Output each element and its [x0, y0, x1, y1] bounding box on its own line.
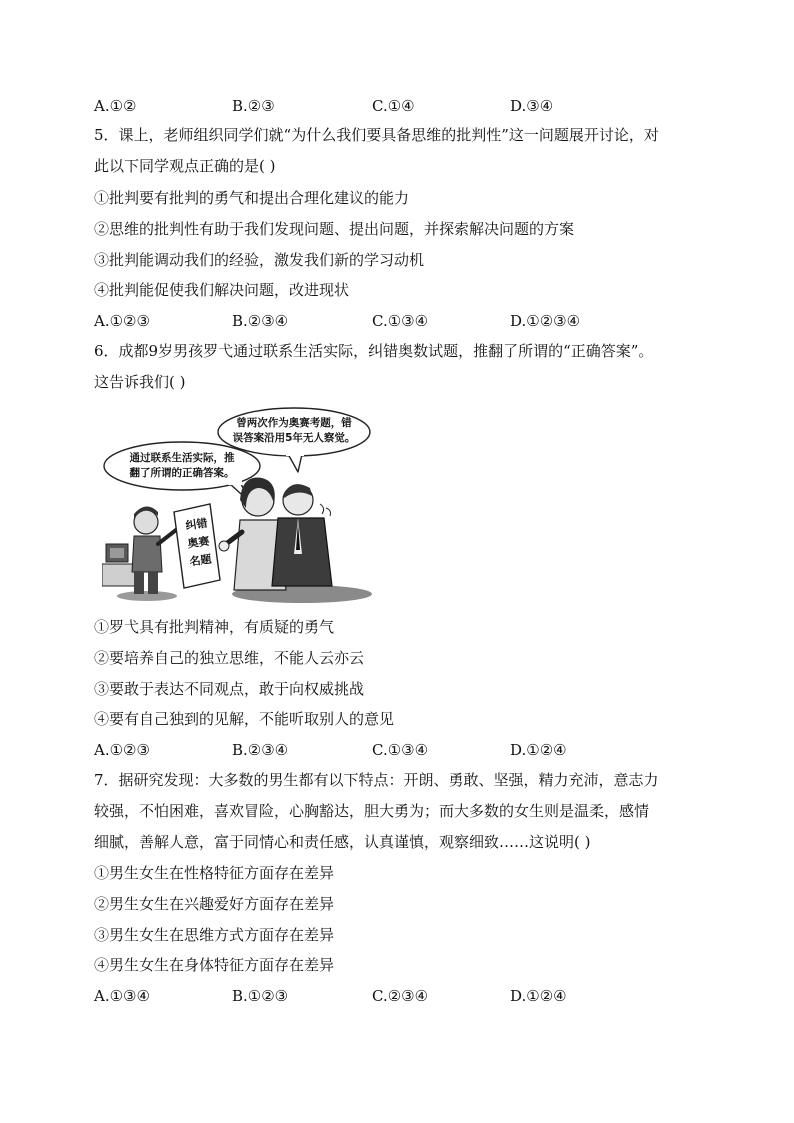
q4-options: [94, 96, 694, 116]
sign-board: [174, 504, 220, 588]
q6-option-d[interactable]: D.①②④: [510, 741, 567, 759]
q6-option-b[interactable]: B.②③④: [232, 741, 289, 759]
q7-options: [94, 986, 694, 1006]
q6-option-c[interactable]: C.①③④: [372, 741, 429, 759]
q5-option-c[interactable]: C.①③④: [372, 312, 429, 330]
q7-statement-2: ②男生女生在兴趣爱好方面存在差异: [94, 895, 335, 913]
q7-stem-line-3: 细腻，善解人意，富于同情心和责任感，认真谨慎，观察细致……这说明( ): [94, 833, 591, 851]
bubble-left-text-2: 翻了所谓的正确答案。: [129, 467, 235, 479]
q7-option-b[interactable]: B.①②③: [232, 987, 289, 1005]
bubble-right-text-2: 误答案沿用5年无人察觉。: [232, 432, 356, 444]
q6-stem-line-1: 6．成都9岁男孩罗弋通过联系生活实际，纠错奥数试题，推翻了所谓的“正确答案”。: [94, 342, 654, 360]
q5-stem-line-2: 此以下同学观点正确的是( ): [94, 157, 276, 175]
q6-statement-1: ①罗弋具有批判精神，有质疑的勇气: [94, 618, 335, 636]
q5-statement-3: ③批判能调动我们的经验，激发我们新的学习动机: [94, 251, 425, 269]
q7-statement-3: ③男生女生在思维方式方面存在差异: [94, 926, 335, 944]
q7-statement-1: ①男生女生在性格特征方面存在差异: [94, 864, 335, 882]
speech-bubble-left: [104, 442, 260, 502]
q7-option-a[interactable]: A.①③④: [94, 987, 150, 1005]
sign-text-2: 奥赛: [186, 534, 211, 551]
q5-option-d[interactable]: D.①②③④: [510, 312, 581, 330]
cartoon-illustration: [102, 404, 372, 604]
q7-stem-line-1: 7．据研究发现：大多数的男生都有以下特点：开朗、勇敢、坚强，精力充沛，意志力: [94, 771, 659, 789]
q5-statement-1: ①批判要有批判的勇气和提出合理化建议的能力: [94, 189, 410, 207]
q4-option-c[interactable]: C.①④: [372, 97, 415, 115]
q4-option-b[interactable]: B.②③: [232, 97, 275, 115]
sign-text-1: 纠错: [184, 516, 209, 533]
q7-option-d[interactable]: D.①②④: [510, 987, 567, 1005]
q6-stem-line-2: 这告诉我们( ): [94, 373, 186, 391]
q5-options: [94, 311, 694, 331]
q7-statement-4: ④男生女生在身体特征方面存在差异: [94, 956, 335, 974]
q4-option-a[interactable]: A.①②: [94, 97, 137, 115]
q6-options: [94, 740, 694, 760]
q7-option-c[interactable]: C.②③④: [372, 987, 429, 1005]
q5-option-b[interactable]: B.②③④: [232, 312, 289, 330]
man-figure: [272, 484, 332, 586]
q7-stem-line-2: 较强，不怕困难，喜欢冒险，心胸豁达，胆大勇为；而大多数的女生则是温柔，感情: [94, 802, 650, 820]
q6-option-a[interactable]: A.①②③: [94, 741, 150, 759]
q5-statement-2: ②思维的批判性有助于我们发现问题、提出问题，并探索解决问题的方案: [94, 220, 575, 238]
bubble-right-text-1: 曾两次作为奥赛考题，错: [236, 417, 352, 429]
q4-option-d[interactable]: D.③④: [510, 97, 554, 115]
q5-option-a[interactable]: A.①②③: [94, 312, 150, 330]
sign-text-3: 名题: [188, 552, 213, 569]
q6-statement-2: ②要培养自己的独立思维，不能人云亦云: [94, 649, 365, 667]
boy-figure: [102, 506, 176, 594]
q6-statement-4: ④要有自己独到的见解，不能听取别人的意见: [94, 710, 395, 728]
q6-statement-3: ③要敢于表达不同观点，敢于向权威挑战: [94, 680, 365, 698]
q5-statement-4: ④批判能促使我们解决问题，改进现状: [94, 281, 350, 299]
bubble-left-text-1: 通过联系生活实际，推: [129, 452, 235, 464]
q5-stem-line-1: 5．课上，老师组织同学们就“为什么我们要具备思维的批判性”这一问题展开讨论，对: [94, 126, 659, 144]
